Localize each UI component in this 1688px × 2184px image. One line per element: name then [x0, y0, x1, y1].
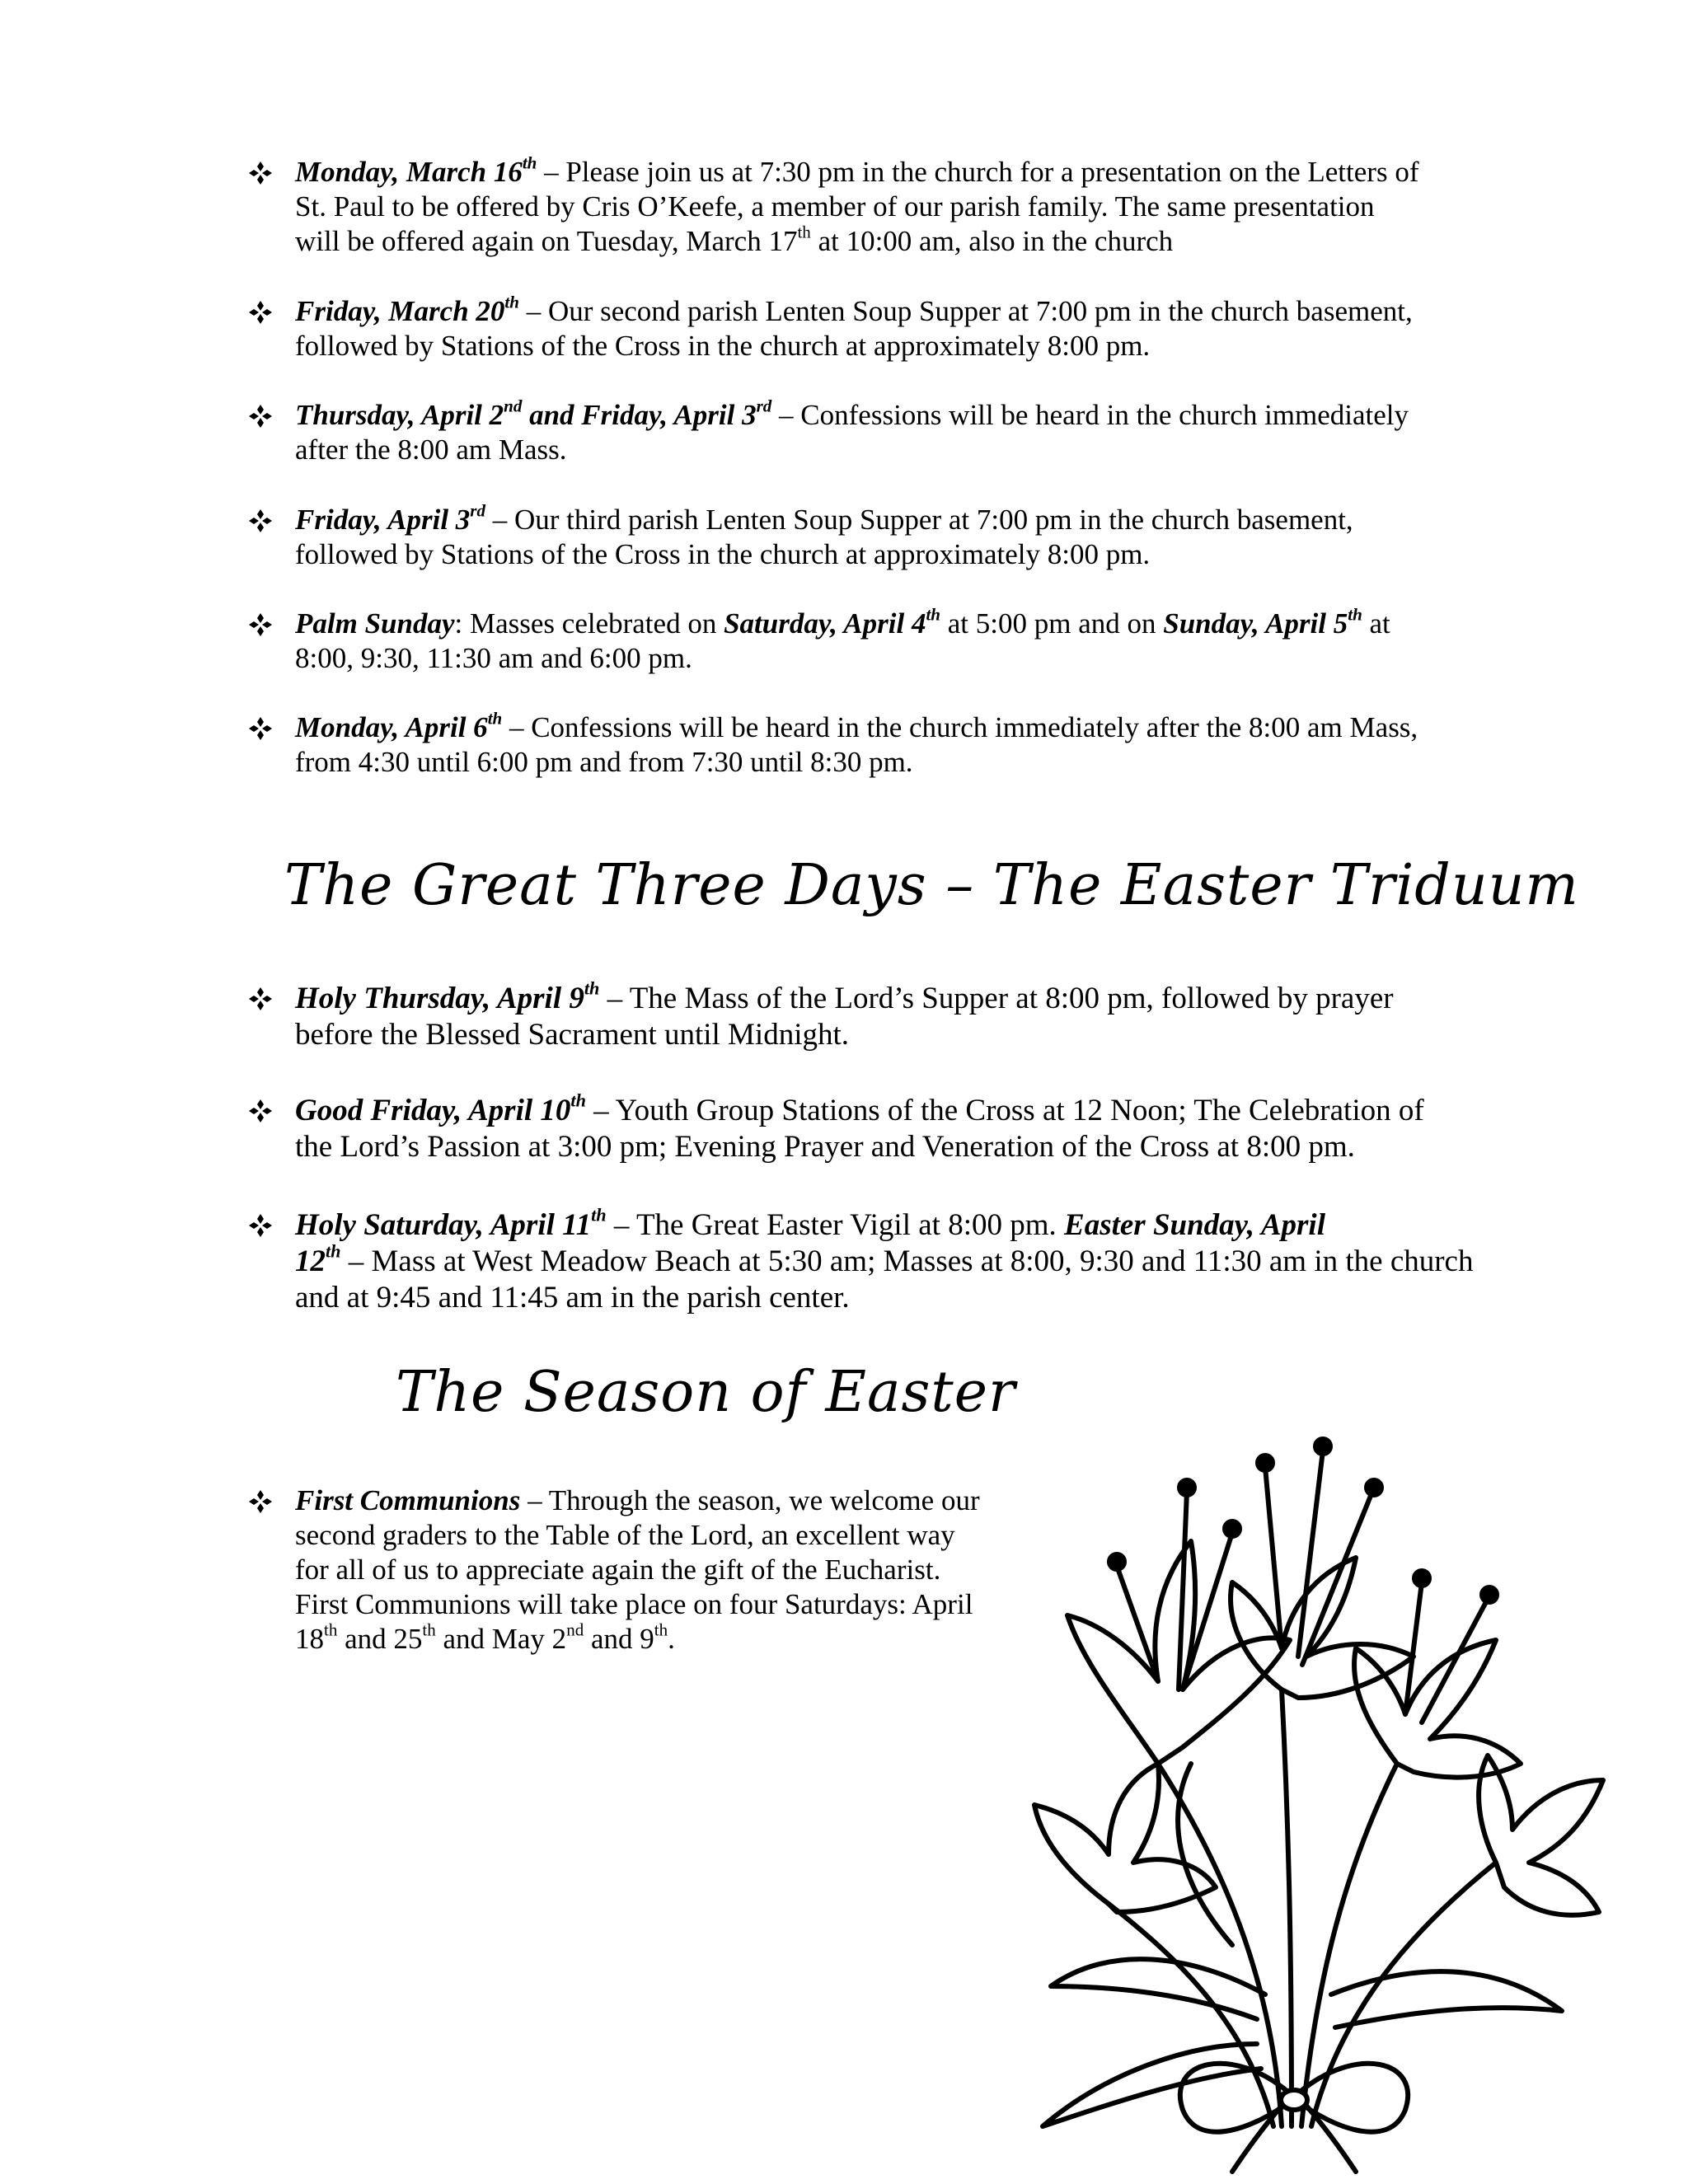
text-run: th [522, 152, 537, 173]
text-run: – The Great Easter Vigil at 8:00 pm. [606, 1208, 1065, 1242]
text-run: second graders to the Table of the Lord, an excellent way [295, 1519, 955, 1551]
text-line [295, 1017, 1500, 1053]
text-run: from 4:30 until 6:00 pm and from 7:30 until 8:30 pm. [295, 746, 913, 778]
text-run: rd [756, 396, 772, 416]
bullet-icon [247, 1212, 274, 1239]
bullet-icon [247, 160, 274, 186]
event-text [295, 500, 1500, 572]
text-run: th [1348, 604, 1362, 625]
text-line [295, 1619, 1039, 1657]
text-run: – Youth Group Stations of the Cross at 12 Noon; The Celebration of [585, 1094, 1424, 1127]
text-run: 18 [295, 1623, 324, 1655]
text-run: th [654, 1619, 668, 1640]
text-run: – Our third parish Lenten Soup Supper at 7:00 pm in the church basement, [485, 504, 1353, 536]
bullet-icon [247, 986, 274, 1012]
text-run: will be offered again on Tuesday, March 17 [295, 225, 798, 257]
heading-season-of-easter: The Season of Easter [396, 1360, 1016, 1425]
text-line [295, 433, 1500, 467]
text-run: at 5:00 pm and on [940, 607, 1164, 640]
event-text [295, 398, 1500, 467]
text-run: First Communions [295, 1484, 521, 1516]
bullet-icon [247, 612, 274, 638]
text-run: First Communions will take place on four Saturdays: April [295, 1588, 973, 1620]
text-line [295, 224, 1500, 259]
text-run: and at 9:45 and 11:45 am in the parish center. [295, 1281, 850, 1315]
text-run: – Confessions will be heard in the church immediately after the 8:00 am Mass, [502, 711, 1418, 743]
text-line [295, 1280, 1500, 1316]
text-run: th [422, 1619, 436, 1640]
text-run: – Our second parish Lenten Soup Supper at 7:00 pm in the church basement, [518, 295, 1413, 327]
event-text [295, 1090, 1500, 1165]
text-run: the Lord’s Passion at 3:00 pm; Evening Prayer and Veneration of the Cross at 8:00 pm. [295, 1130, 1355, 1164]
text-run: th [926, 604, 940, 625]
text-line [295, 1518, 1039, 1553]
text-run: nd [504, 396, 523, 416]
text-line [295, 745, 1500, 780]
text-run: Monday, April 6 [295, 711, 488, 743]
bullet-icon [247, 1488, 274, 1515]
text-line [295, 398, 1500, 433]
text-line [295, 641, 1500, 676]
text-run: – Through the season, we welcome our [520, 1484, 980, 1516]
text-run: th [591, 1204, 607, 1226]
text-run: – The Mass of the Lord’s Supper at 8:00 pm, followed by prayer [599, 982, 1394, 1015]
text-line [295, 1483, 1039, 1518]
event-text [295, 604, 1500, 676]
text-line [295, 1204, 1500, 1244]
text-line [295, 977, 1500, 1017]
text-run: and Friday, April 3 [522, 399, 757, 431]
text-line [295, 1090, 1500, 1129]
bullet-icon [247, 1098, 274, 1124]
text-run: Palm Sunday [295, 607, 455, 640]
text-line [295, 329, 1500, 363]
text-run: St. Paul to be offered by Cris O’Keefe, a member of our parish family. The same presentation [295, 190, 1375, 223]
text-run: at [1362, 607, 1390, 640]
event-text [295, 294, 1500, 363]
bullet-icon [247, 715, 274, 742]
text-run: Monday, March 16 [295, 156, 523, 188]
text-line [295, 537, 1500, 572]
text-run: and 25 [337, 1623, 423, 1655]
event-text [295, 710, 1500, 780]
text-run: and May 2 [435, 1623, 567, 1655]
text-run: Saturday, April 4 [724, 607, 926, 640]
text-line [295, 710, 1500, 745]
text-run: – Mass at West Meadow Beach at 5:30 am; Masses at 8:00, 9:30 and 11:30 am in the church [340, 1244, 1474, 1278]
text-line [295, 1240, 1500, 1280]
text-run: Friday, April 3 [295, 504, 471, 536]
text-line [295, 1129, 1500, 1165]
text-run: for all of us to appreciate again the gift of the Eucharist. [295, 1554, 941, 1586]
text-line [295, 152, 1500, 190]
event-text [295, 1483, 1039, 1657]
text-run: th [487, 708, 503, 729]
text-run: th [504, 292, 519, 312]
lily-bouquet-illustration [985, 1418, 1611, 2176]
text-line [295, 190, 1500, 224]
text-run: nd [566, 1619, 584, 1640]
text-run: . [668, 1623, 675, 1655]
text-run: Thursday, April 2 [295, 399, 504, 431]
text-run: Good Friday, April 10 [295, 1094, 571, 1127]
text-line [295, 1553, 1039, 1587]
heading-easter-triduum: The Great Three Days – The Easter Triduum [284, 853, 1579, 918]
text-run: th [584, 977, 600, 999]
bullet-icon [247, 299, 274, 326]
text-run: Easter Sunday, April [1064, 1208, 1325, 1242]
bullet-icon [247, 403, 274, 429]
text-run: : Masses celebrated on [454, 607, 724, 640]
text-line [295, 1587, 1039, 1622]
text-line [295, 294, 1500, 329]
event-text [295, 1204, 1500, 1316]
event-text [295, 152, 1500, 259]
text-run: followed by Stations of the Cross in the church at approximately 8:00 pm. [295, 330, 1151, 362]
text-run: Holy Thursday, April 9 [295, 982, 584, 1015]
text-run: and 9 [584, 1623, 654, 1655]
text-run: before the Blessed Sacrament until Midnight. [295, 1018, 850, 1052]
text-run: Friday, March 20 [295, 295, 505, 327]
bullet-icon [247, 508, 274, 534]
text-run: Sunday, April 5 [1163, 607, 1348, 640]
event-text [295, 977, 1500, 1053]
text-run: th [326, 1240, 341, 1262]
text-run: th [324, 1619, 338, 1640]
text-run: followed by Stations of the Cross in the church at approximately 8:00 pm. [295, 538, 1151, 570]
text-run: 12 [295, 1244, 326, 1278]
text-line [295, 500, 1500, 537]
text-run: rd [470, 500, 485, 521]
text-run: – Confessions will be heard in the church immediately [771, 399, 1409, 431]
text-run: after the 8:00 am Mass. [295, 434, 567, 466]
text-line [295, 604, 1500, 641]
text-run: th [797, 222, 811, 242]
text-run: Holy Saturday, April 11 [295, 1208, 592, 1242]
text-run: – Please join us at 7:30 pm in the church for a presentation on the Letters of [537, 156, 1419, 188]
text-run: th [570, 1090, 586, 1111]
text-run: 8:00, 9:30, 11:30 am and 6:00 pm. [295, 642, 692, 674]
text-run: at 10:00 am, also in the church [810, 225, 1174, 257]
